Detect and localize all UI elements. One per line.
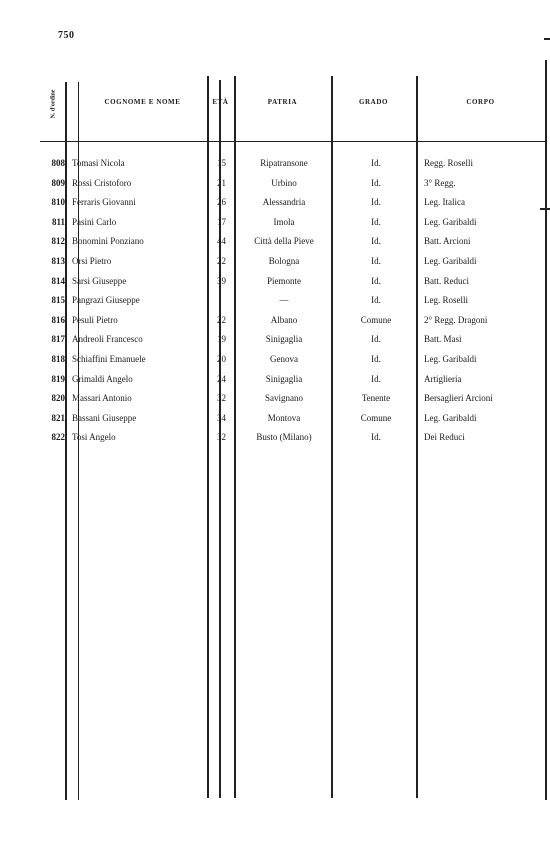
row-grado: Id. (371, 216, 381, 227)
row-number: 808 (51, 158, 65, 168)
row-eta: 21 (217, 177, 226, 188)
row-name: Ferraris Giovanni (72, 197, 136, 208)
row-grado: Id. (371, 197, 381, 208)
row-eta: 34 (217, 412, 226, 423)
table-row (0, 216, 550, 236)
table-row (0, 333, 550, 353)
row-eta: 32 (217, 432, 226, 443)
row-name: Massari Antonio (72, 393, 132, 404)
row-name: Rossi Cristoforo (72, 177, 132, 188)
row-eta: 32 (217, 393, 226, 404)
row-corpo: 2° Regg. Dragoni (424, 314, 488, 325)
row-corpo: Leg. Roselli (424, 295, 468, 306)
row-patria: Bologna (268, 256, 300, 266)
row-eta: 20 (217, 354, 226, 364)
row-grado: Id. (371, 236, 381, 247)
row-patria: Alessandria (262, 197, 306, 208)
row-number: 814 (51, 275, 65, 286)
edge-mark-top (544, 38, 550, 40)
header-eta: ETÀ (212, 98, 229, 106)
row-corpo: Bersaglieri Arcioni (424, 393, 493, 404)
header-numero: N. d'ordine (50, 89, 57, 119)
row-eta: 17 (217, 216, 226, 227)
header-corpo: CORPO (466, 98, 495, 106)
header-nome: COGNOME E NOME (104, 98, 181, 106)
row-number: 820 (51, 393, 65, 404)
row-name: Schiaffini Emanuele (72, 354, 146, 364)
row-eta: 15 (217, 158, 226, 168)
table-row (0, 353, 550, 373)
row-number: 812 (51, 236, 65, 247)
row-name: Bonomini Ponziano (72, 236, 144, 247)
table-row (0, 157, 550, 177)
row-corpo: Leg. Garibaldi (424, 354, 477, 364)
row-eta: 24 (217, 373, 226, 384)
row-number: 813 (51, 256, 65, 266)
row-eta: 19 (217, 334, 226, 345)
row-patria: Sinigaglia (265, 334, 303, 345)
row-corpo: Artiglieria (424, 373, 462, 384)
row-number: 818 (51, 354, 65, 364)
row-number: 809 (51, 177, 65, 188)
header-patria: PATRIA (267, 98, 298, 106)
row-corpo: Batt. Masi (424, 334, 462, 345)
row-number: 810 (51, 197, 65, 208)
row-grado: Id. (371, 334, 381, 345)
row-number: 815 (51, 295, 65, 306)
row-name: Andreoli Francesco (72, 334, 143, 345)
header-rule (40, 141, 545, 142)
row-grado: Id. (371, 158, 381, 168)
row-grado: Id. (371, 177, 381, 188)
row-corpo: Leg. Garibaldi (424, 412, 477, 423)
row-name: Sarsi Giuseppe (72, 275, 127, 286)
row-number: 821 (51, 412, 65, 423)
row-number: 811 (51, 216, 65, 227)
row-grado: Tenente (361, 393, 391, 404)
row-name: Bassani Giuseppe (72, 412, 137, 423)
row-patria: Urbino (271, 177, 297, 188)
row-eta: 22 (217, 256, 226, 266)
row-number: 819 (51, 373, 65, 384)
table-row (0, 275, 550, 295)
row-grado: Id. (371, 275, 381, 286)
row-eta: 26 (217, 197, 226, 208)
row-patria: Busto (Milano) (256, 432, 312, 443)
table-row (0, 196, 550, 216)
table-row (0, 177, 550, 197)
row-corpo: Regg. Roselli (424, 158, 473, 168)
row-patria: Montova (267, 412, 301, 423)
table-row (0, 255, 550, 275)
row-patria: Savignano (265, 393, 303, 404)
row-grado: Id. (371, 354, 381, 364)
row-corpo: Batt. Arcioni (424, 236, 471, 247)
row-grado: Id. (371, 432, 381, 443)
row-patria: Imola (273, 216, 295, 227)
table-row (0, 392, 550, 412)
row-name: Pesuli Pietro (72, 314, 118, 325)
row-number: 816 (51, 314, 65, 325)
row-corpo: Leg. Italica (424, 197, 465, 208)
table-row (0, 294, 550, 314)
row-name: Orsi Pietro (72, 256, 112, 266)
header-grado: GRADO (358, 98, 389, 106)
row-patria: Genova (270, 354, 298, 364)
page-number: 750 (58, 30, 75, 41)
row-name: Grimaldi Angelo (72, 373, 133, 384)
row-patria: Piemonte (267, 275, 301, 286)
row-number: 822 (51, 432, 65, 443)
row-grado: Id. (371, 295, 381, 306)
table-row (0, 235, 550, 255)
row-eta: 39 (217, 275, 226, 286)
row-corpo: 3° Regg. (424, 177, 456, 188)
row-patria: Città della Pieve (254, 236, 314, 247)
row-name: Pasini Carlo (72, 216, 117, 227)
row-patria: — (279, 295, 289, 306)
row-name: Tosi Angelo (72, 432, 116, 443)
row-patria: Sinigaglia (265, 373, 303, 384)
table-row (0, 431, 550, 451)
row-name: Tomasi Nicola (72, 158, 125, 168)
row-grado: Id. (371, 373, 381, 384)
table-row (0, 373, 550, 393)
row-corpo: Dei Reduci (424, 432, 465, 443)
row-patria: Albano (270, 314, 298, 325)
row-grado: Id. (371, 256, 381, 266)
row-grado: Comune (360, 314, 392, 325)
row-corpo: Leg. Garibaldi (424, 256, 477, 266)
row-corpo: Batt. Reduci (424, 275, 469, 286)
table-row (0, 412, 550, 432)
row-patria: Ripatransone (260, 158, 308, 168)
row-name: Pangrazi Giuseppe (72, 295, 140, 306)
row-number: 817 (51, 334, 65, 345)
row-eta: 22 (217, 314, 226, 325)
row-grado: Comune (360, 412, 392, 423)
table-row (0, 314, 550, 334)
row-eta: 44 (217, 236, 226, 247)
row-corpo: Leg. Garibaldi (424, 216, 477, 227)
